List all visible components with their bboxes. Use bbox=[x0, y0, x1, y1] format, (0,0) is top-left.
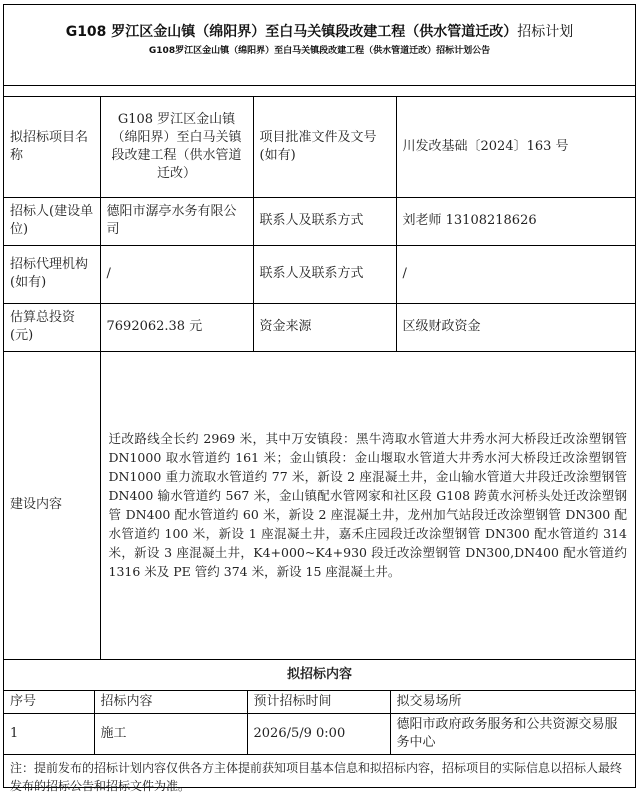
contact-value: 刘老师 13108218626 bbox=[396, 197, 635, 245]
agency-contact-label: 联系人及联系方式 bbox=[253, 245, 396, 303]
fund-source-value: 区级财政资金 bbox=[396, 303, 635, 351]
content-value: 迁改路线全长约 2969 米，其中万安镇段：黑牛湾取水管道大井秀水河大桥段迁改涂塑钢管 DN1000 取水管道约 161 米；金山镇段：金山堰取水管道大井秀水河大桥段迁改涂塑钢管 DN1000 重力流取水管道约 77 米，新设 2 座混凝土井，金山输水管道大井段迁改涂塑钢管 DN400 输水管道约 567 米，金山镇配水管网家和社区段 G108 跨黄水河桥头处迁改涂塑钢管 DN400 配水管道约 60 米，新设 2 座混凝土井，龙州加气站段迁改涂塑钢管 DN300 配水管道约 100 米，新设 1 座混凝土井，嘉禾庄园段迁改涂塑钢管 DN300 配水管道约 314 米，新设 3 座混凝土井，K4+000~K4+930 段迁改涂塑钢管 DN300,DN400 配水管道约 1316 米及 PE 管约 374 米，新设 15 座混凝土井。 bbox=[100, 351, 635, 659]
table-row bbox=[4, 245, 635, 303]
row-number: 1 bbox=[4, 713, 94, 754]
trading-venue: 德阳市政府政务服务和公共资源交易服务中心 bbox=[390, 713, 635, 754]
approval-label: 项目批准文件及文号(如有) bbox=[253, 97, 396, 197]
investment-label: 估算总投资(元) bbox=[4, 303, 100, 351]
tenderer-label: 招标人(建设单位) bbox=[4, 197, 100, 245]
table-row bbox=[4, 713, 635, 754]
content-label: 建设内容 bbox=[4, 351, 100, 659]
tender-plan-document bbox=[3, 4, 636, 793]
column-header: 拟交易场所 bbox=[390, 690, 635, 713]
project-name-label: 拟招标项目名称 bbox=[4, 97, 100, 197]
agency-contact-value: / bbox=[396, 245, 635, 303]
project-info-table bbox=[4, 97, 635, 660]
approval-value: 川发改基础〔2024〕163 号 bbox=[396, 97, 635, 197]
investment-value: 7692062.38 元 bbox=[100, 303, 253, 351]
page-title bbox=[4, 5, 635, 41]
fund-source-label: 资金来源 bbox=[253, 303, 396, 351]
table-row bbox=[4, 303, 635, 351]
tender-plan-table bbox=[4, 660, 635, 799]
table-row bbox=[4, 351, 635, 659]
footnote: 注：提前发布的招标计划内容仅供各方主体提前获知项目基本信息和拟招标内容，招标项目的实际信息以招标人最终发布的招标公告和招标文件为准。 bbox=[4, 754, 635, 799]
tender-content: 施工 bbox=[94, 713, 247, 754]
page-subtitle: G108罗江区金山镇（绵阳界）至白马关镇段改建工程（供水管道迁改）招标计划公告 bbox=[148, 46, 491, 56]
tender-time: 2026/5/9 0:00 bbox=[247, 713, 390, 754]
table-row bbox=[4, 97, 635, 197]
spacer-row bbox=[4, 86, 635, 97]
tenderer-value: 德阳市潺亭水务有限公司 bbox=[100, 197, 253, 245]
agency-value: / bbox=[100, 245, 253, 303]
table-row bbox=[4, 197, 635, 245]
column-header: 预计招标时间 bbox=[247, 690, 390, 713]
title-block bbox=[4, 5, 635, 86]
table-row bbox=[4, 660, 635, 691]
column-header: 序号 bbox=[4, 690, 94, 713]
project-name-value: G108 罗江区金山镇（绵阳界）至白马关镇段改建工程（供水管道迁改） bbox=[100, 97, 253, 197]
table-header-row bbox=[4, 690, 635, 713]
contact-label: 联系人及联系方式 bbox=[253, 197, 396, 245]
section-title: 拟招标内容 bbox=[4, 660, 635, 691]
agency-label: 招标代理机构(如有) bbox=[4, 245, 100, 303]
title-suffix: 招标计划 bbox=[517, 24, 574, 40]
column-header: 招标内容 bbox=[94, 690, 247, 713]
title-main: G108 罗江区金山镇（绵阳界）至白马关镇段改建工程（供水管道迁改） bbox=[65, 24, 518, 40]
